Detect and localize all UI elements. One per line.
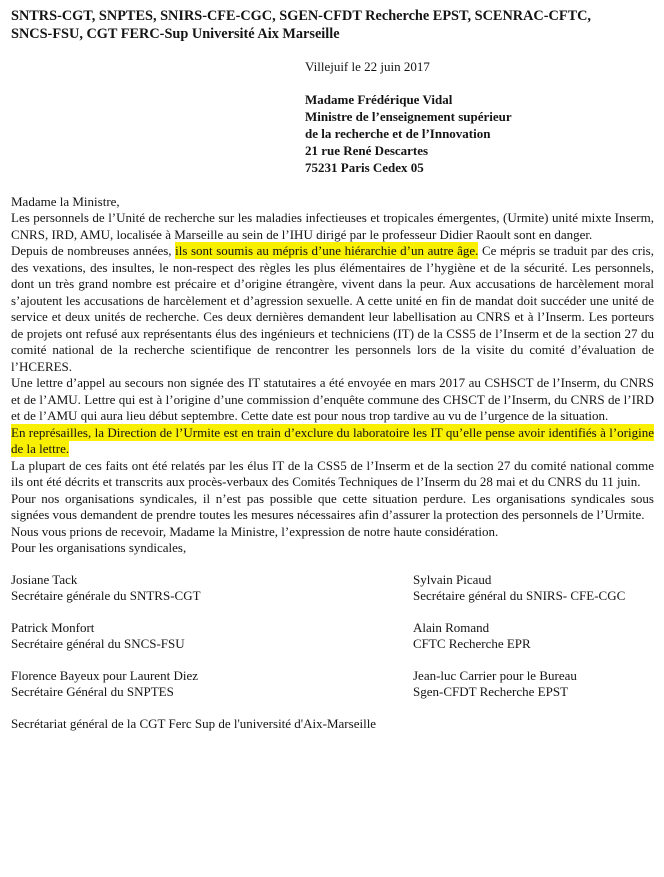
signoff-intro: Pour les organisations syndicales, xyxy=(11,540,187,555)
recipient-title-line2: de la recherche et de l’Innovation xyxy=(305,125,491,141)
signature-role: Secrétaire générale du SNTRS-CGT xyxy=(11,588,201,603)
signature-sncs-fsu xyxy=(11,620,413,653)
paragraph-5: La plupart de ces faits ont été relatés par les élus IT de la CSS5 de l’Inserm et de la section 27 du comité national comme ils ont été décrits et transcrits aux procès-verbaux des Comités Techniques de l’Inserm du 28 mai et du CNRS du 11 juin. xyxy=(11,457,654,489)
signature-role: CFTC Recherche EPR xyxy=(413,636,531,651)
signature-name: Sylvain Picaud xyxy=(413,571,492,587)
salutation: Madame la Ministre, xyxy=(11,193,120,209)
signature-role: Secrétaire général du SNIRS- CFE-CGC xyxy=(413,588,626,603)
signature-role: Secrétaire Général du SNPTES xyxy=(11,684,174,699)
recipient-address-line1: 21 rue René Descartes xyxy=(305,142,429,158)
closing-line: Nous vous prions de recevoir, Madame la Ministre, l’expression de notre haute considération. xyxy=(11,523,499,539)
signature-name: Alain Romand xyxy=(413,619,490,635)
signature-name: Jean-luc Carrier pour le Bureau xyxy=(413,667,577,683)
paragraph-4-highlight: En représailles, la Direction de l’Urmite est en train d’exclure du laboratoire les IT qu’elle pense avoir identifiés à l’origine de la lettre. xyxy=(11,424,654,456)
signature-role: Secrétaire général du SNCS-FSU xyxy=(11,636,185,651)
signature-name: Josiane Tack xyxy=(11,571,78,587)
paragraph-2 xyxy=(11,243,654,375)
paragraph-2-highlight: ils sont soumis au mépris d’une hiérarchie d’un autre âge. xyxy=(175,243,479,258)
unions-header-line2: SNCS-FSU, CGT FERC-Sup Université Aix Marseille xyxy=(11,26,340,42)
signature-snirs-cfe-cgc xyxy=(413,572,654,605)
letter-body xyxy=(11,210,654,557)
recipient-name: Madame Frédérique Vidal xyxy=(305,91,453,107)
signature-cftc xyxy=(413,620,654,653)
footer-line: Secrétariat général de la CGT Ferc Sup de l'université d'Aix-Marseille xyxy=(11,715,377,731)
unions-header xyxy=(11,7,654,43)
paragraph-1: Les personnels de l’Unité de recherche sur les maladies infectieuses et tropicales émergentes, (Urmite) unité mixte Inserm, CNRS, IRD, AMU, localisée à Marseille au sein de l’IHU dirigé par le professeur Didier Raoult sont en danger. xyxy=(11,210,654,242)
unions-header-line1: SNTRS-CGT, SNPTES, SNIRS-CFE-CGC, SGEN-CFDT Recherche EPST, SCENRAC-CFTC, xyxy=(11,8,592,24)
paragraph-3: Une lettre d’appel au secours non signée des IT statutaires a été envoyée en mars 2017 au CSHSCT de l’Inserm, du CNRS et de l’AMU. Lettre qui est à l’origine d’une commission d’enquête commune des CHSCT de l’Inserm, du CNRS de l’IRD et de l’AMU qui aura lieu début septembre. Cette date est pour nous trop tardive au vu de l’urgence de la situation. xyxy=(11,375,654,423)
signature-role: Sgen-CFDT Recherche EPST xyxy=(413,684,569,699)
paragraph-4 xyxy=(11,425,654,458)
signature-name: Patrick Monfort xyxy=(11,619,95,635)
paragraph-2-post: Ce mépris se traduit par des cris, des vexations, des insultes, le non-respect des règles les plus élémentaires de l’hygiène et de la sécurité. Les personnels, dont un très grand nombre est précaire et d’origine étrangère, vivent dans la peur. Aux accusations de harcèlement moral s’ajoutent les accusations de harcèlement et d’agression sexuelle. A cette unité en fin de mandat doit succéder une unité de service et deux unités de recherche. Ces deux dernières demandent leur labellisation au CNRS et à l’Inserm. Les porteurs de projets ont refusé aux représentants élus des ingénieurs et techniciens (IT) de la CSS5 de l’Inserm et de la section 27 du comité national de la recherche scientifique de rencontrer les personnels lors de la visite du comité d’évaluation de l’HCERES. xyxy=(11,243,654,374)
signature-sgen-cfdt xyxy=(413,668,654,701)
paragraph-2-pre: Depuis de nombreuses années, xyxy=(11,243,176,258)
signature-sntrs-cgt xyxy=(11,572,413,605)
signature-name: Florence Bayeux pour Laurent Diez xyxy=(11,667,198,683)
signature-snptes xyxy=(11,668,413,701)
recipient-block xyxy=(305,91,654,176)
dateline: Villejuif le 22 juin 2017 xyxy=(305,59,430,74)
paragraph-6: Pour nos organisations syndicales, il n’est pas possible que cette situation perdure. Les organisations syndicales sous signées vous demandent de prendre toutes les mesures nécessaires afin d’assurer la protection des personnels de l’Urmite. xyxy=(11,490,654,522)
signatures xyxy=(11,572,654,701)
recipient-address-line2: 75231 Paris Cedex 05 xyxy=(305,159,424,175)
recipient-title-line1: Ministre de l’enseignement supérieur xyxy=(305,108,512,124)
